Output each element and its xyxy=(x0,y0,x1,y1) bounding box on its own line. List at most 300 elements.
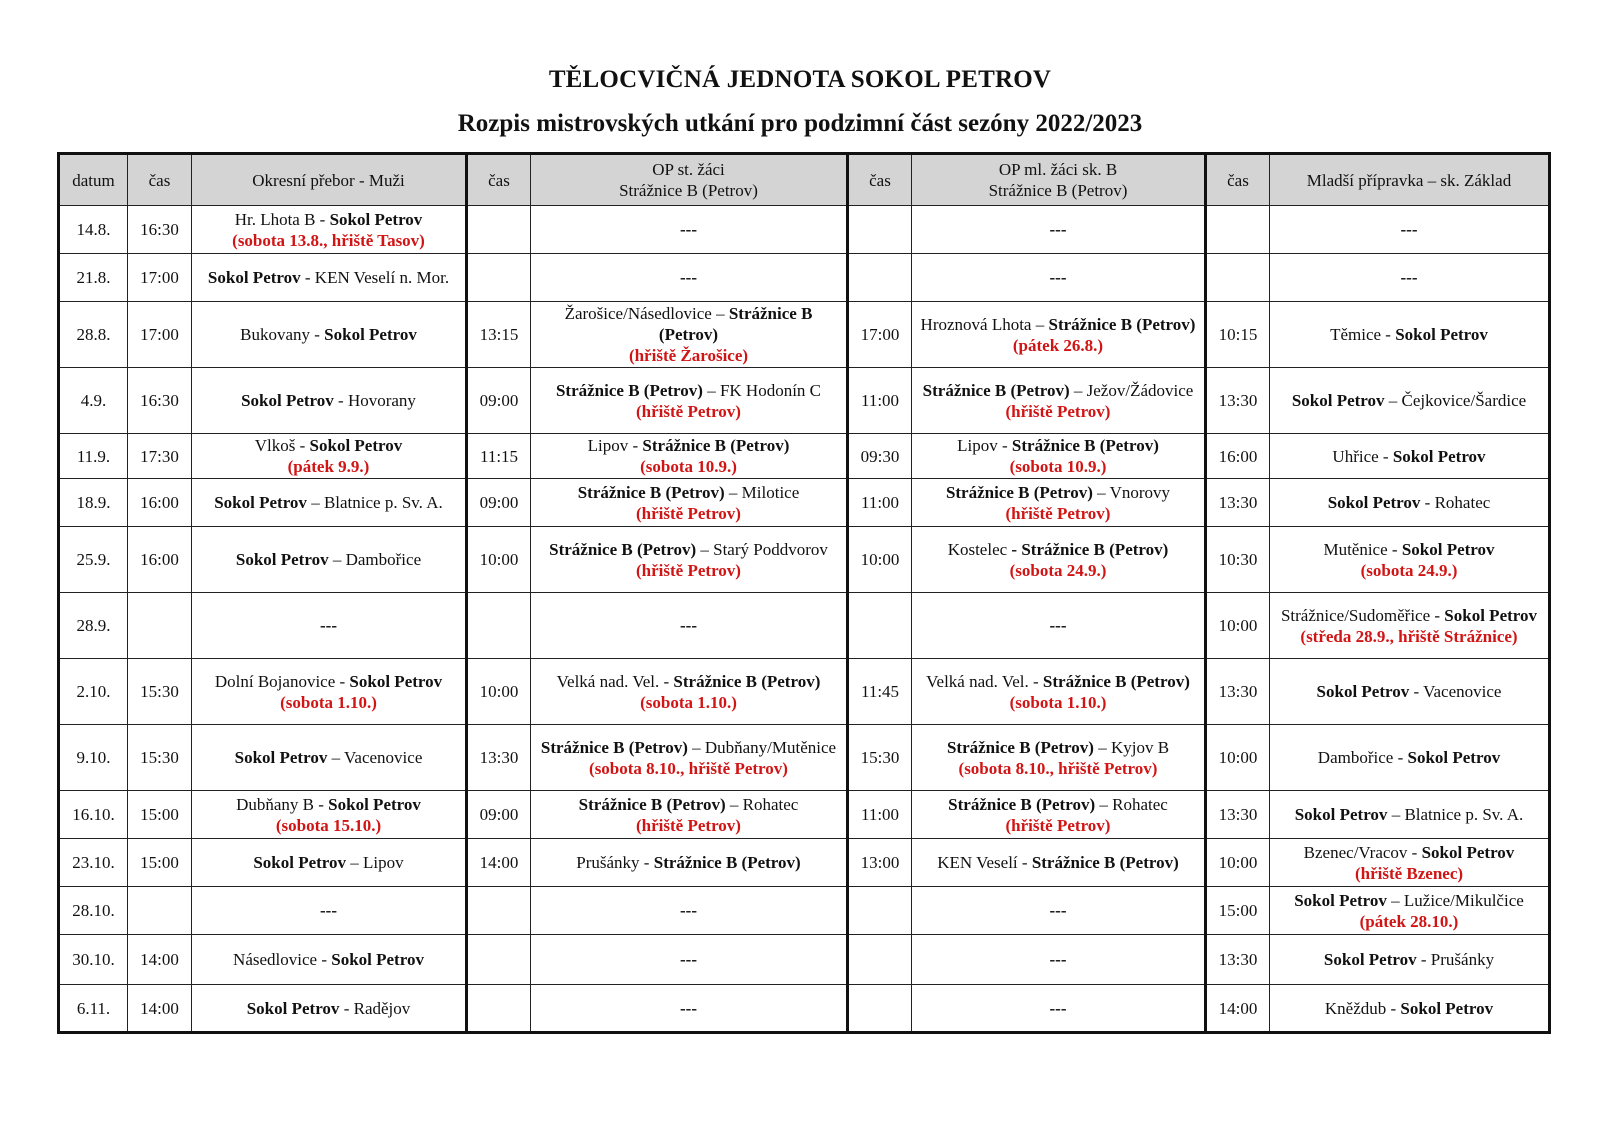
time-cell-mladsi-zaci: 11:45 xyxy=(848,659,912,725)
time-cell-muzi: 17:00 xyxy=(128,302,192,368)
team-name-bold: --- xyxy=(1049,616,1067,635)
team-name: Hroznová Lhota – xyxy=(920,314,1049,334)
match-line xyxy=(916,456,1200,477)
match-line xyxy=(916,503,1200,524)
team-name: – Vacenovice xyxy=(327,748,423,767)
header-cas-pripravka: čas xyxy=(1206,154,1270,206)
match-line xyxy=(196,998,461,1019)
header-mladsi-line2: Strážnice B (Petrov) xyxy=(988,181,1128,200)
match-cell-muzi xyxy=(192,302,467,368)
match-line xyxy=(535,692,842,713)
match-line xyxy=(916,852,1200,873)
time-cell-starsi-zaci: 10:00 xyxy=(467,527,531,593)
team-name-bold: Sokol Petrov xyxy=(331,950,424,969)
time-cell-starsi-zaci xyxy=(467,985,531,1033)
match-line xyxy=(535,503,842,524)
team-name-bold: Sokol Petrov xyxy=(349,671,443,691)
match-cell-pripravka xyxy=(1270,434,1550,479)
match-line xyxy=(1274,842,1544,863)
team-name-bold: Strážnice B (Petrov) xyxy=(658,304,813,344)
time-cell-mladsi-zaci xyxy=(848,887,912,935)
match-line xyxy=(196,435,461,456)
time-cell-mladsi-zaci: 11:00 xyxy=(848,368,912,434)
match-line xyxy=(1274,863,1544,884)
time-cell-pripravka: 14:00 xyxy=(1206,985,1270,1033)
match-cell-mladsi-zaci xyxy=(912,593,1206,659)
time-cell-pripravka: 10:00 xyxy=(1206,725,1270,791)
team-name-bold: Strážnice B (Petrov) xyxy=(922,380,1070,400)
match-cell-pripravka xyxy=(1270,659,1550,725)
match-line xyxy=(196,692,461,713)
match-cell-pripravka xyxy=(1270,839,1550,887)
time-cell-muzi: 16:00 xyxy=(128,479,192,527)
team-name-bold: --- xyxy=(680,950,697,969)
time-cell-starsi-zaci: 09:00 xyxy=(467,479,531,527)
team-name-bold: - Strážnice B (Petrov) xyxy=(1011,539,1169,559)
date-cell: 28.9. xyxy=(59,593,128,659)
match-line xyxy=(196,794,461,815)
time-cell-muzi: 14:00 xyxy=(128,985,192,1033)
match-line xyxy=(916,758,1200,779)
table-row xyxy=(59,725,1550,791)
table-row xyxy=(59,434,1550,479)
team-name-bold: --- xyxy=(320,901,337,920)
match-line xyxy=(535,900,842,921)
time-cell-mladsi-zaci xyxy=(848,254,912,302)
team-name-bold: --- xyxy=(680,998,697,1018)
match-cell-pripravka xyxy=(1270,887,1550,935)
date-cell: 25.9. xyxy=(59,527,128,593)
team-name: – Čejkovice/Šardice xyxy=(1384,391,1527,410)
time-cell-mladsi-zaci xyxy=(848,935,912,985)
time-cell-pripravka xyxy=(1206,206,1270,254)
match-line xyxy=(535,949,842,970)
match-line xyxy=(535,852,842,873)
time-cell-muzi: 14:00 xyxy=(128,935,192,985)
header-starsi-line1: OP st. žáci xyxy=(652,160,725,179)
team-name-bold: Sokol Petrov xyxy=(234,748,328,767)
match-line xyxy=(1274,390,1544,411)
match-note: (sobota 8.10., hřiště Petrov) xyxy=(958,758,1158,778)
team-name: – Dubňany/Mutěnice xyxy=(687,737,837,757)
time-cell-pripravka: 10:00 xyxy=(1206,839,1270,887)
date-cell: 11.9. xyxy=(59,434,128,479)
match-cell-starsi-zaci xyxy=(531,302,848,368)
table-row xyxy=(59,593,1550,659)
match-line xyxy=(916,900,1200,921)
date-cell: 23.10. xyxy=(59,839,128,887)
match-line xyxy=(196,549,461,570)
team-name: Mutěnice - xyxy=(1323,539,1402,559)
team-name: Dubňany B - xyxy=(236,794,329,814)
header-mladsi-line1: OP ml. žáci sk. B xyxy=(998,160,1118,179)
team-name-bold: Strážnice B (Petrov) xyxy=(946,737,1094,757)
time-cell-mladsi-zaci: 15:30 xyxy=(848,725,912,791)
match-line xyxy=(535,998,842,1019)
team-name: - KEN Veselí n. Mor. xyxy=(300,268,450,287)
header-starsi-line2: Strážnice B (Petrov) xyxy=(619,181,758,200)
match-line xyxy=(196,747,461,768)
match-line xyxy=(196,815,461,836)
page-title: TĚLOCVIČNÁ JEDNOTA SOKOL PETROV xyxy=(548,66,1052,93)
header-datum: datum xyxy=(59,154,128,206)
match-note: (pátek 26.8.) xyxy=(1012,335,1104,355)
team-name-bold: Sokol Petrov xyxy=(214,493,307,512)
header-muzi: Okresní přebor - Muži xyxy=(192,154,467,206)
match-line xyxy=(1274,539,1544,560)
match-cell-muzi xyxy=(192,659,467,725)
team-name-bold: --- xyxy=(320,616,337,635)
time-cell-muzi xyxy=(128,593,192,659)
team-name-bold: Sokol Petrov xyxy=(246,998,340,1018)
match-line xyxy=(535,560,842,581)
time-cell-pripravka: 10:15 xyxy=(1206,302,1270,368)
match-cell-muzi xyxy=(192,479,467,527)
table-row xyxy=(59,839,1550,887)
team-name-bold: Strážnice B (Petrov) xyxy=(578,794,726,814)
match-cell-muzi xyxy=(192,985,467,1033)
time-cell-muzi: 15:30 xyxy=(128,659,192,725)
team-name-bold: Strážnice B (Petrov) xyxy=(1011,436,1159,455)
match-cell-pripravka xyxy=(1270,725,1550,791)
team-name-bold: Sokol Petrov xyxy=(1401,539,1495,559)
date-cell: 16.10. xyxy=(59,791,128,839)
match-line xyxy=(196,492,461,513)
match-line xyxy=(535,671,842,692)
match-note: (sobota 10.9.) xyxy=(1009,457,1107,476)
match-note: (sobota 8.10., hřiště Petrov) xyxy=(589,758,788,778)
match-line xyxy=(916,267,1200,288)
time-cell-mladsi-zaci: 11:00 xyxy=(848,479,912,527)
match-note: (sobota 24.9.) xyxy=(1009,560,1107,580)
match-line xyxy=(535,435,842,456)
team-name: Těmice - xyxy=(1330,325,1396,344)
match-cell-muzi xyxy=(192,791,467,839)
match-cell-starsi-zaci xyxy=(531,593,848,659)
header-cas-muzi: čas xyxy=(128,154,192,206)
match-cell-pripravka xyxy=(1270,479,1550,527)
team-name-bold: Sokol Petrov xyxy=(1444,605,1538,625)
match-note: (hřiště Petrov) xyxy=(636,503,741,523)
time-cell-muzi: 15:00 xyxy=(128,791,192,839)
team-name-bold: Sokol Petrov xyxy=(1327,493,1421,512)
match-note: (hřiště Petrov) xyxy=(1005,815,1111,835)
team-name-bold: Strážnice B (Petrov) xyxy=(540,737,688,757)
match-cell-mladsi-zaci xyxy=(912,791,1206,839)
team-name: – FK Hodonín C xyxy=(702,380,822,400)
match-line xyxy=(196,390,461,411)
team-name: Vlkoš - xyxy=(254,436,310,455)
team-name: Velká nad. Vel. - xyxy=(556,671,674,691)
table-row xyxy=(59,302,1550,368)
match-cell-mladsi-zaci xyxy=(912,527,1206,593)
header-mladsi-zaci xyxy=(912,154,1206,206)
match-cell-pripravka xyxy=(1270,302,1550,368)
match-line xyxy=(1274,747,1544,768)
match-line xyxy=(535,758,842,779)
team-name: – Vnorovy xyxy=(1092,482,1171,502)
time-cell-pripravka: 13:30 xyxy=(1206,791,1270,839)
team-name-bold: Sokol Petrov xyxy=(1316,682,1410,701)
match-line xyxy=(916,671,1200,692)
match-note: (hřiště Petrov) xyxy=(636,560,741,580)
time-cell-starsi-zaci xyxy=(467,593,531,659)
time-cell-mladsi-zaci xyxy=(848,985,912,1033)
time-cell-starsi-zaci: 09:00 xyxy=(467,368,531,434)
team-name-bold: Strážnice B (Petrov) xyxy=(948,794,1096,814)
match-line xyxy=(535,794,842,815)
match-line xyxy=(196,209,461,230)
match-line xyxy=(916,560,1200,581)
match-cell-pripravka xyxy=(1270,206,1550,254)
team-name: – Lužice/Mikulčice xyxy=(1386,890,1524,910)
time-cell-muzi: 15:00 xyxy=(128,839,192,887)
match-note: (hřiště Petrov) xyxy=(636,401,741,421)
match-note: (hřiště Petrov) xyxy=(636,815,741,835)
team-name: – Blatnice p. Sv. A. xyxy=(1387,805,1524,824)
match-note: (pátek 9.9.) xyxy=(287,457,370,476)
match-cell-muzi xyxy=(192,527,467,593)
match-note: (sobota 24.9.) xyxy=(1360,560,1458,580)
match-cell-starsi-zaci xyxy=(531,935,848,985)
match-line xyxy=(535,380,842,401)
team-name-bold: Sokol Petrov xyxy=(253,853,347,872)
team-name-bold: Sokol Petrov xyxy=(324,325,417,344)
time-cell-starsi-zaci: 09:00 xyxy=(467,791,531,839)
match-cell-muzi xyxy=(192,887,467,935)
match-cell-mladsi-zaci xyxy=(912,725,1206,791)
match-line xyxy=(1274,911,1544,932)
match-line xyxy=(1274,998,1544,1019)
date-cell: 28.8. xyxy=(59,302,128,368)
team-name-bold: Sokol Petrov xyxy=(1407,748,1501,767)
team-name-bold: Strážnice B (Petrov) xyxy=(555,380,703,400)
time-cell-starsi-zaci: 13:15 xyxy=(467,302,531,368)
match-cell-starsi-zaci xyxy=(531,725,848,791)
schedule-table xyxy=(57,152,1551,1034)
match-cell-starsi-zaci xyxy=(531,434,848,479)
match-line xyxy=(196,324,461,345)
match-cell-muzi xyxy=(192,935,467,985)
match-cell-muzi xyxy=(192,839,467,887)
match-line xyxy=(535,401,842,422)
match-line xyxy=(196,900,461,921)
team-name-bold: Sokol Petrov xyxy=(241,391,334,410)
team-name: Dolní Bojanovice - xyxy=(214,671,350,691)
time-cell-pripravka xyxy=(1206,254,1270,302)
match-cell-starsi-zaci xyxy=(531,254,848,302)
table-row xyxy=(59,985,1550,1033)
team-name: - Prušánky xyxy=(1416,950,1495,969)
table-row xyxy=(59,791,1550,839)
team-name: – Lipov xyxy=(346,853,404,872)
team-name: - Rohatec xyxy=(1420,493,1491,512)
table-row xyxy=(59,659,1550,725)
match-line xyxy=(535,539,842,560)
match-line xyxy=(535,482,842,503)
table-row xyxy=(59,887,1550,935)
match-cell-starsi-zaci xyxy=(531,479,848,527)
team-name-bold: Sokol Petrov xyxy=(207,268,301,287)
match-line xyxy=(1274,626,1544,647)
header-cas-mladsi: čas xyxy=(848,154,912,206)
match-cell-mladsi-zaci xyxy=(912,479,1206,527)
match-cell-pripravka xyxy=(1270,985,1550,1033)
team-name-bold: --- xyxy=(1400,268,1418,287)
match-cell-starsi-zaci xyxy=(531,659,848,725)
team-name: – Dambořice xyxy=(328,550,422,569)
match-cell-mladsi-zaci xyxy=(912,935,1206,985)
time-cell-mladsi-zaci xyxy=(848,206,912,254)
date-cell: 30.10. xyxy=(59,935,128,985)
time-cell-muzi: 15:30 xyxy=(128,725,192,791)
match-line xyxy=(535,737,842,758)
match-cell-mladsi-zaci xyxy=(912,887,1206,935)
team-name-bold: --- xyxy=(1049,901,1067,920)
match-line xyxy=(535,345,842,366)
table-row xyxy=(59,206,1550,254)
date-cell: 4.9. xyxy=(59,368,128,434)
match-cell-starsi-zaci xyxy=(531,887,848,935)
match-line xyxy=(1274,890,1544,911)
time-cell-starsi-zaci: 14:00 xyxy=(467,839,531,887)
match-note: (hřiště Bzenec) xyxy=(1354,863,1464,883)
match-note: (středa 28.9., hřiště Strážnice) xyxy=(1300,626,1518,646)
time-cell-muzi: 16:00 xyxy=(128,527,192,593)
match-cell-muzi xyxy=(192,368,467,434)
match-line xyxy=(196,456,461,477)
match-line xyxy=(916,692,1200,713)
time-cell-starsi-zaci xyxy=(467,206,531,254)
match-line xyxy=(916,435,1200,456)
team-name-bold: --- xyxy=(680,220,697,239)
time-cell-pripravka: 10:30 xyxy=(1206,527,1270,593)
match-cell-mladsi-zaci xyxy=(912,368,1206,434)
match-note: (sobota 1.10.) xyxy=(280,692,377,712)
match-line xyxy=(1274,446,1544,467)
team-name: KEN Veselí - xyxy=(937,853,1032,872)
team-name-bold: Sokol Petrov xyxy=(1323,950,1417,969)
team-name: Prušánky - xyxy=(576,853,654,872)
team-name: - Hovorany xyxy=(333,391,416,410)
table-row xyxy=(59,368,1550,434)
team-name-bold: Strážnice B (Petrov) xyxy=(549,539,697,559)
match-line xyxy=(916,815,1200,836)
match-cell-mladsi-zaci xyxy=(912,659,1206,725)
match-line xyxy=(535,615,842,636)
match-line xyxy=(535,815,842,836)
header-pripravka: Mladší přípravka – sk. Základ xyxy=(1270,154,1550,206)
header-starsi-zaci xyxy=(531,154,848,206)
time-cell-starsi-zaci xyxy=(467,887,531,935)
match-cell-mladsi-zaci xyxy=(912,254,1206,302)
match-note: (sobota 1.10.) xyxy=(1009,692,1107,712)
team-name: – Milotice xyxy=(724,482,800,502)
match-note: (sobota 10.9.) xyxy=(640,457,737,476)
match-note: (pátek 28.10.) xyxy=(1359,911,1459,931)
team-name-bold: Strážnice B (Petrov) xyxy=(653,853,801,872)
match-line xyxy=(1274,492,1544,513)
match-line xyxy=(535,219,842,240)
time-cell-pripravka: 13:30 xyxy=(1206,935,1270,985)
match-line xyxy=(196,230,461,251)
time-cell-pripravka: 16:00 xyxy=(1206,434,1270,479)
match-line xyxy=(916,380,1200,401)
team-name: – Rohatec xyxy=(1095,794,1168,814)
match-note: (sobota 13.8., hřiště Tasov) xyxy=(232,230,425,250)
team-name: – Blatnice p. Sv. A. xyxy=(306,493,443,512)
team-name: Strážnice/Sudoměřice - xyxy=(1280,605,1445,625)
match-line xyxy=(1274,804,1544,825)
team-name-bold: Strážnice B (Petrov) xyxy=(945,482,1093,502)
table-row xyxy=(59,527,1550,593)
match-line xyxy=(535,267,842,288)
team-name-bold: Sokol Petrov xyxy=(1392,446,1486,466)
date-cell: 9.10. xyxy=(59,725,128,791)
team-name: Hr. Lhota B - xyxy=(234,209,330,229)
team-name-bold: --- xyxy=(680,901,697,920)
team-name-bold: Strážnice B (Petrov) xyxy=(1031,853,1179,872)
team-name: Dambořice - xyxy=(1317,748,1408,767)
team-name: Násedlovice - xyxy=(233,950,332,969)
team-name-bold: --- xyxy=(1049,268,1067,287)
time-cell-mladsi-zaci: 17:00 xyxy=(848,302,912,368)
match-line xyxy=(916,737,1200,758)
team-name-bold: Sokol Petrov xyxy=(328,794,421,814)
match-cell-muzi xyxy=(192,254,467,302)
match-cell-starsi-zaci xyxy=(531,839,848,887)
team-name-bold: Strážnice B (Petrov) xyxy=(673,671,821,691)
match-line xyxy=(1274,324,1544,345)
team-name-bold: Sokol Petrov xyxy=(1291,391,1385,410)
team-name: – Ježov/Žádovice xyxy=(1069,380,1194,400)
match-line xyxy=(1274,949,1544,970)
team-name-bold: Strážnice B (Petrov) xyxy=(642,436,790,455)
time-cell-starsi-zaci xyxy=(467,935,531,985)
match-cell-starsi-zaci xyxy=(531,985,848,1033)
match-cell-pripravka xyxy=(1270,527,1550,593)
match-cell-starsi-zaci xyxy=(531,527,848,593)
time-cell-mladsi-zaci: 09:30 xyxy=(848,434,912,479)
match-cell-mladsi-zaci xyxy=(912,434,1206,479)
header-cas-starsi: čas xyxy=(467,154,531,206)
time-cell-starsi-zaci: 11:15 xyxy=(467,434,531,479)
match-cell-mladsi-zaci xyxy=(912,302,1206,368)
match-cell-pripravka xyxy=(1270,935,1550,985)
team-name: Lipov - xyxy=(957,436,1012,455)
match-note: (sobota 15.10.) xyxy=(275,815,382,835)
match-cell-pripravka xyxy=(1270,593,1550,659)
table-row xyxy=(59,254,1550,302)
team-name-bold: Sokol Petrov xyxy=(1294,890,1387,910)
time-cell-mladsi-zaci: 13:00 xyxy=(848,839,912,887)
team-name: - Vacenovice xyxy=(1409,682,1502,701)
team-name: Uhřice - xyxy=(1332,446,1393,466)
team-name-bold: Strážnice B (Petrov) xyxy=(1048,314,1196,334)
match-line xyxy=(916,615,1200,636)
date-cell: 14.8. xyxy=(59,206,128,254)
team-name: Bukovany - xyxy=(240,325,325,344)
match-line xyxy=(196,671,461,692)
date-cell: 18.9. xyxy=(59,479,128,527)
time-cell-pripravka: 13:30 xyxy=(1206,479,1270,527)
match-cell-starsi-zaci xyxy=(531,368,848,434)
time-cell-muzi: 16:30 xyxy=(128,206,192,254)
schedule-body xyxy=(59,206,1550,1033)
match-line xyxy=(1274,605,1544,626)
team-name: Kněždub - xyxy=(1324,998,1401,1018)
match-line xyxy=(916,482,1200,503)
